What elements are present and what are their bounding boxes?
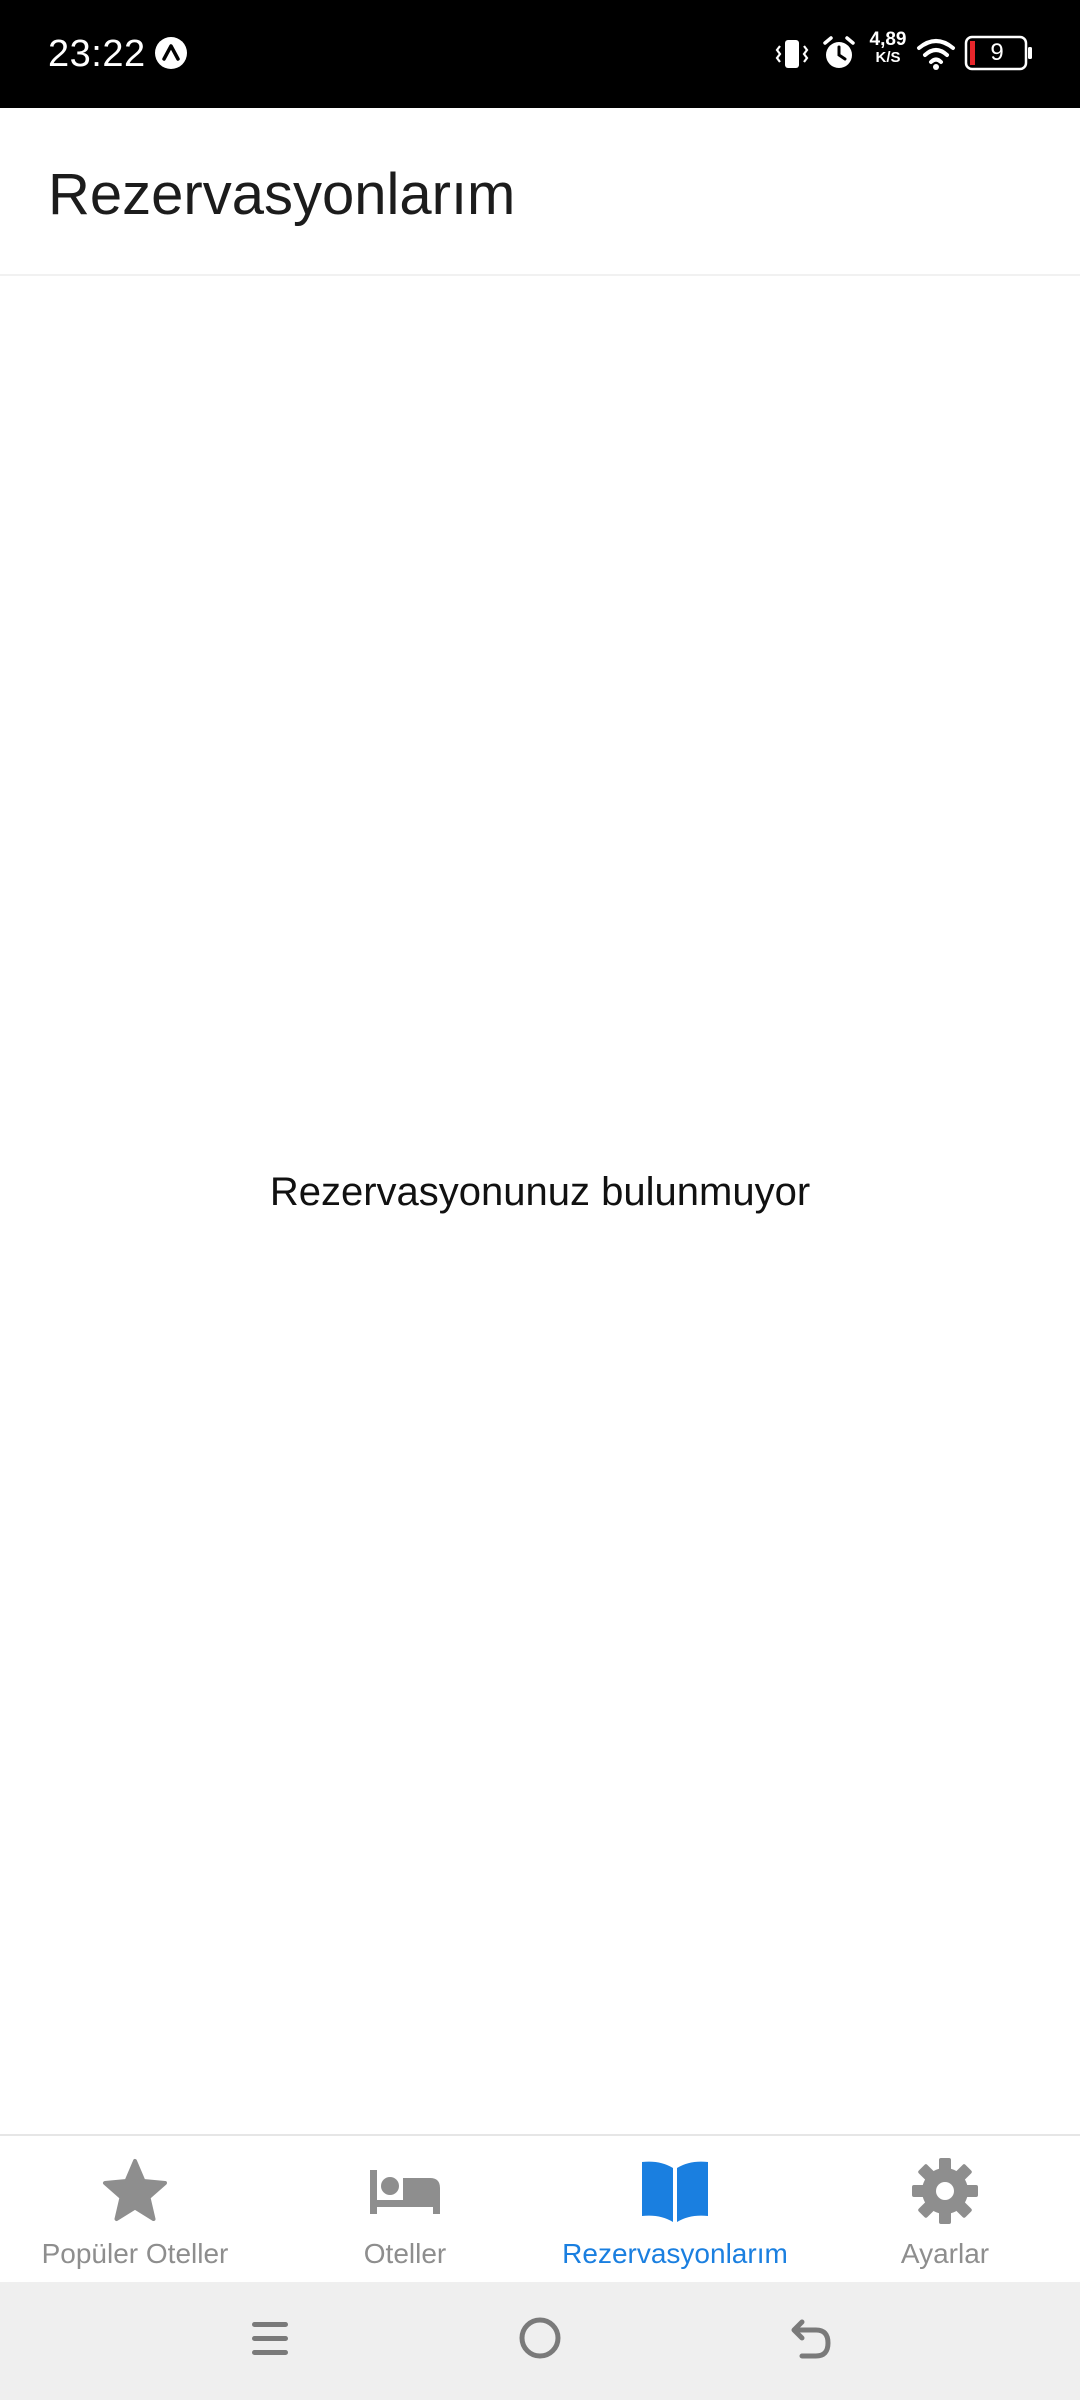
network-speed xyxy=(866,30,910,66)
tab-label: Rezervasyonlarım xyxy=(562,2238,788,2269)
network-speed-unit: K/S xyxy=(875,49,901,66)
book-icon xyxy=(640,2156,710,2226)
status-bar xyxy=(0,0,1080,108)
tab-popular-hotels[interactable] xyxy=(0,2136,270,2284)
bed-icon xyxy=(370,2156,440,2226)
back-icon[interactable] xyxy=(780,2308,840,2368)
tab-label: Ayarlar xyxy=(900,2238,990,2269)
gear-icon xyxy=(910,2156,980,2226)
vibrate-icon xyxy=(774,36,810,72)
tab-label: Popüler Oteller xyxy=(41,2238,229,2269)
app-header xyxy=(0,108,1080,276)
battery-level: 9 xyxy=(990,39,1004,66)
home-icon[interactable] xyxy=(510,2308,570,2368)
empty-reservations-message: Rezervasyonunuz bulunmuyor xyxy=(269,1170,811,1214)
star-icon xyxy=(100,2156,170,2226)
page-title: Rezervasyonlarım xyxy=(48,162,516,227)
system-navigation-bar xyxy=(0,2282,1080,2400)
tab-label: Oteller xyxy=(363,2238,447,2269)
alarm-icon xyxy=(820,34,858,72)
network-speed-value: 4,89 xyxy=(869,29,907,50)
app-notification-icon xyxy=(154,36,188,70)
status-time: 23:22 xyxy=(48,33,146,75)
menu-icon[interactable] xyxy=(240,2308,300,2368)
bottom-tab-bar xyxy=(0,2134,1080,2282)
tab-settings[interactable] xyxy=(810,2136,1080,2284)
tab-my-reservations[interactable] xyxy=(540,2136,810,2284)
tab-hotels[interactable] xyxy=(270,2136,540,2284)
wifi-icon xyxy=(916,36,956,72)
